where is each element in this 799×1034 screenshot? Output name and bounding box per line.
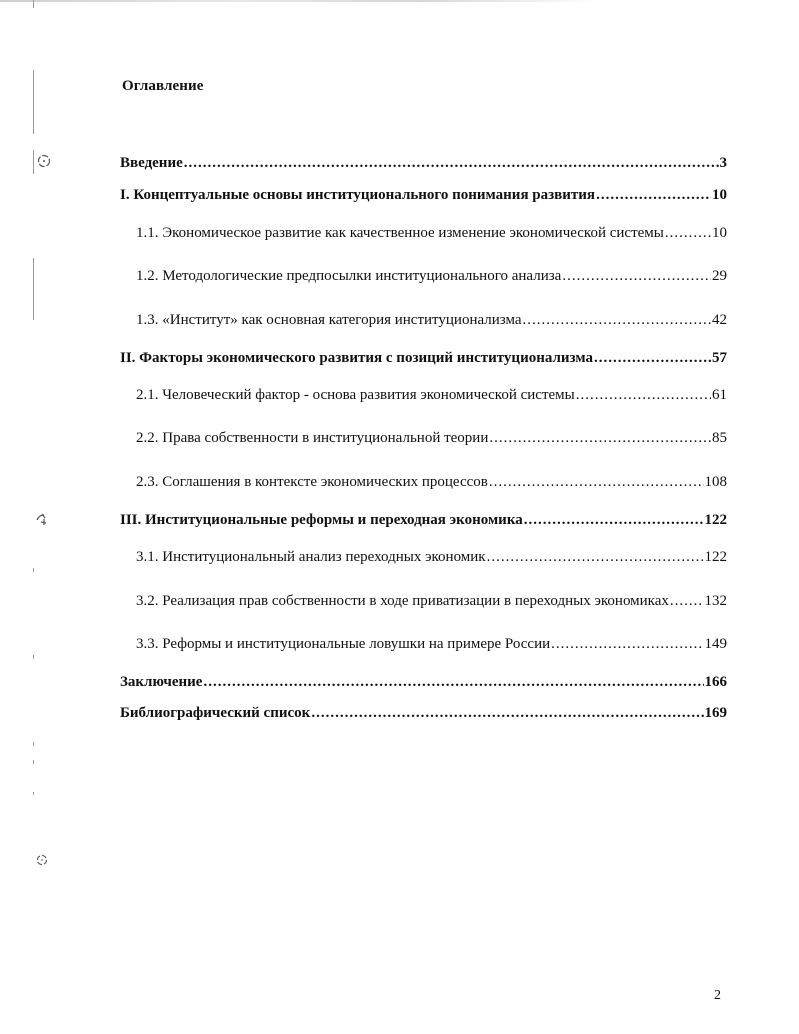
hole-punch-icon [35, 152, 53, 170]
toc-entry-bibliography[interactable] [120, 705, 727, 725]
toc-entry-label: 1.2. Методологические предпосылки институционального анализа [136, 268, 562, 284]
scan-margin-line [33, 70, 34, 134]
toc-entry-introduction[interactable] [120, 155, 727, 175]
toc-entry-label: 3.2. Реализация прав собственности в ходе приватизации в переходных экономиках [136, 593, 669, 609]
toc-entry-label: II. Факторы экономического развития с позиций институционализма [120, 350, 593, 366]
toc-entry-label: 1.1. Экономическое развитие как качественное изменение экономической системы [136, 225, 664, 241]
toc-leader-dots [203, 674, 703, 691]
scan-margin-line [33, 150, 34, 174]
toc-entry-page: 85 [712, 430, 727, 446]
toc-leader-dots [576, 387, 711, 404]
scan-margin-mark [33, 792, 34, 795]
scan-top-edge [0, 0, 600, 2]
scan-margin-mark [33, 568, 34, 572]
toc-entry-section-1-3[interactable] [136, 312, 727, 332]
toc-entry-section-3-1[interactable] [136, 549, 727, 569]
toc-entry-page: 122 [704, 549, 727, 565]
toc-entry-page: 149 [704, 636, 727, 652]
toc-leader-dots [524, 512, 704, 529]
toc-entry-label: 1.3. «Институт» как основная категория институционализма [136, 312, 522, 328]
toc-entry-section-3-3[interactable] [136, 636, 727, 656]
toc-leader-dots [523, 312, 711, 329]
toc-entry-label: 2.3. Соглашения в контексте экономических процессов [136, 474, 488, 490]
toc-entry-page: 166 [704, 674, 727, 690]
toc-entry-label: Заключение [120, 674, 203, 690]
toc-leader-dots [670, 593, 704, 610]
toc-title: Оглавление [122, 78, 204, 94]
toc-entry-label: I. Концептуальные основы институционального понимания развития [120, 187, 596, 203]
toc-entry-label: 3.1. Институциональный анализ переходных экономик [136, 549, 486, 565]
toc-leader-dots [489, 430, 711, 447]
toc-leader-dots [184, 155, 719, 172]
toc-entry-page: 57 [712, 350, 727, 366]
toc-entry-page: 42 [712, 312, 727, 328]
scan-margin-mark [33, 760, 34, 764]
hole-punch-icon [34, 852, 50, 868]
toc-entry-page: 132 [704, 593, 727, 609]
toc-entry-page: 61 [712, 387, 727, 403]
toc-entry-page: 10 [712, 225, 727, 241]
toc-entry-section-3-2[interactable] [136, 593, 727, 613]
toc-leader-dots [311, 705, 703, 722]
page-number: 2 [714, 988, 721, 1003]
toc-entry-section-2-2[interactable] [136, 430, 727, 450]
toc-entry-chapter-3[interactable] [120, 512, 727, 532]
toc-entry-section-2-1[interactable] [136, 387, 727, 407]
hole-punch-icon [33, 510, 51, 528]
toc-entry-chapter-1[interactable] [120, 187, 727, 207]
toc-leader-dots [594, 350, 711, 367]
toc-entry-page: 10 [712, 187, 727, 203]
toc-entry-section-1-2[interactable] [136, 268, 727, 288]
toc-entry-label: Введение [120, 155, 183, 171]
toc-entry-section-1-1[interactable] [136, 225, 727, 245]
toc-leader-dots [665, 225, 711, 242]
toc-leader-dots [487, 549, 704, 566]
toc-leader-dots [551, 636, 703, 653]
toc-entry-label: 2.1. Человеческий фактор - основа развития экономической системы [136, 387, 575, 403]
toc-entry-label: 2.2. Права собственности в институциональной теории [136, 430, 489, 446]
toc-entry-page: 169 [704, 705, 727, 721]
toc-leader-dots [562, 268, 711, 285]
toc-entry-section-2-3[interactable] [136, 474, 727, 494]
toc-leader-dots [489, 474, 704, 491]
scan-margin-line [33, 258, 34, 320]
toc-entry-label: 3.3. Реформы и институциональные ловушки на примере России [136, 636, 551, 652]
scan-margin-mark [33, 742, 34, 746]
toc-entry-conclusion[interactable] [120, 674, 727, 694]
scan-margin-mark [33, 655, 34, 659]
toc-entry-label: Библиографический список [120, 705, 311, 721]
toc-entry-page: 108 [704, 474, 727, 490]
toc-entry-page: 29 [712, 268, 727, 284]
scan-margin-mark [33, 0, 34, 8]
toc-leader-dots [596, 187, 711, 204]
toc-entry-chapter-2[interactable] [120, 350, 727, 370]
toc-entry-page: 122 [704, 512, 727, 528]
toc-entry-label: III. Институциональные реформы и переходная экономика [120, 512, 523, 528]
toc-entry-page: 3 [719, 155, 727, 171]
